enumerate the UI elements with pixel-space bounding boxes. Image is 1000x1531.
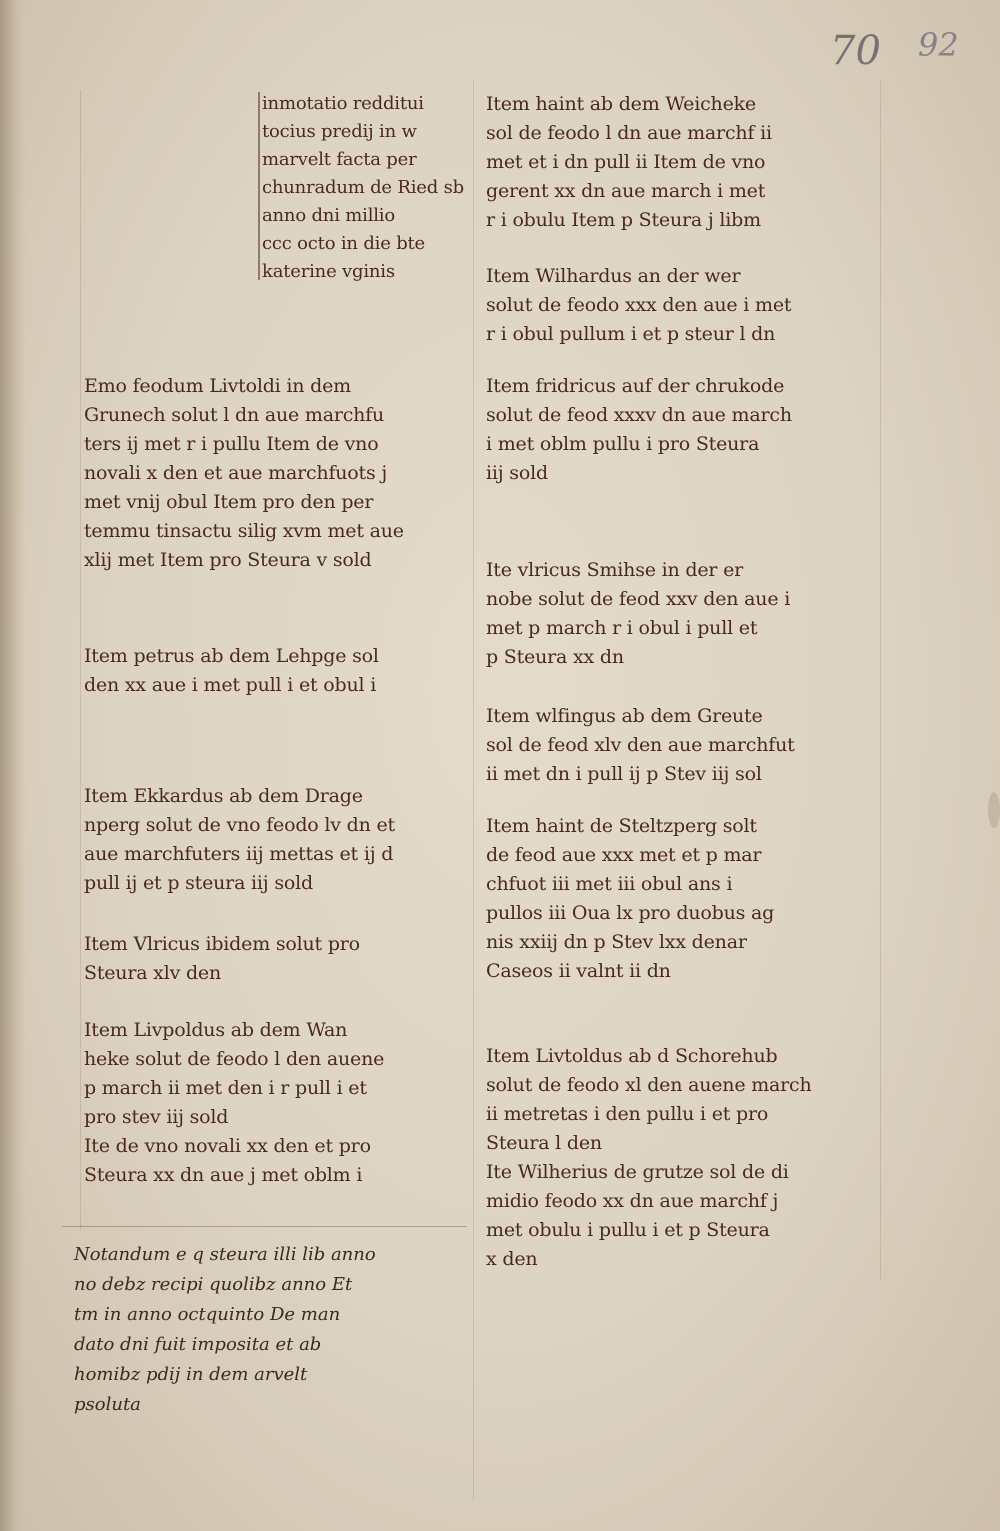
left-entry-5: Item Livpoldus ab dem Wan heke solut de feodo l den auene p march ii met den i r pull i et pro stev iij sold Ite de vno novali xx den et pro Steura xx dn aue j met oblm i — [84, 1019, 385, 1186]
folio-number-pencil: 92 — [918, 26, 959, 64]
folio-number-ink: 70 — [830, 28, 881, 74]
right-entry-6: Item haint de Steltzperg solt de feod aue xxx met et p mar chfuot iii met iii obul ans i pullos iii Oua lx pro duobus ag nis xxiij dn p Stev lxx denar Caseos ii valnt ii dn — [486, 815, 775, 982]
left-entry-2: Item petrus ab dem Lehpge sol den xx aue i met pull i et obul i — [84, 645, 379, 696]
column-ruling-middle — [473, 80, 474, 1500]
parchment-hole — [988, 792, 1000, 828]
column-ruling-left — [80, 90, 81, 1230]
note-separator-line — [62, 1226, 467, 1227]
right-entry-4: Ite vlricus Smihse in der er nobe solut de feod xxv den aue i met p march r i obul i pull et p Steura xx dn — [486, 559, 791, 668]
right-entry-7: Item Livtoldus ab d Schorehub solut de feodo xl den auene march ii metretas i den pullu i et pro Steura l den Ite Wilherius de grutze sol de di midio feodo xx dn aue marchf j met obulu i pullu i et p Steura x den — [486, 1045, 812, 1270]
column-ruling-right — [880, 80, 881, 1280]
right-entry-2: Item Wilhardus an der wer solut de feodo xxx den aue i met r i obul pullum i et p steur l dn — [486, 265, 792, 345]
colophon-text: inmotatio redditui tocius predij in w marvelt facta per chunradum de Ried sb anno dni millio ccc octo in die bte katerine vginis — [262, 93, 464, 282]
right-entry-1: Item haint ab dem Weicheke sol de feodo l dn aue marchf ii met et i dn pull ii Item de vno gerent xx dn aue march i met r i obulu Item p Steura j libm — [486, 93, 772, 231]
right-entry-3: Item fridricus auf der chrukode solut de feod xxxv dn aue march i met oblm pullu i pro Steura iij sold — [486, 375, 792, 484]
bottom-note: Notandum e q steura illi lib anno no debz recipi quolibz anno Et tm in anno octquinto De man dato dni fuit imposita et ab homibz pdij in dem arvelt psoluta — [74, 1244, 376, 1415]
left-entry-4: Item Vlricus ibidem solut pro Steura xlv den — [84, 933, 360, 984]
left-entry-3: Item Ekkardus ab dem Drage nperg solut de vno feodo lv dn et aue marchfuters iij mettas et ij d pull ij et p steura iij sold — [84, 785, 395, 894]
binding-gutter — [0, 0, 26, 1531]
colophon-bracket — [258, 92, 260, 280]
right-entry-5: Item wlfingus ab dem Greute sol de feod xlv den aue marchfut ii met dn i pull ij p Stev iij sol — [486, 705, 795, 785]
left-entry-1: Emo feodum Livtoldi in dem Grunech solut l dn aue marchfu ters ij met r i pullu Item de vno novali x den et aue marchfuots j met vnij obul Item pro den per temmu tinsactu silig xvm met aue xlij met Item pro Steura v sold — [84, 375, 404, 571]
